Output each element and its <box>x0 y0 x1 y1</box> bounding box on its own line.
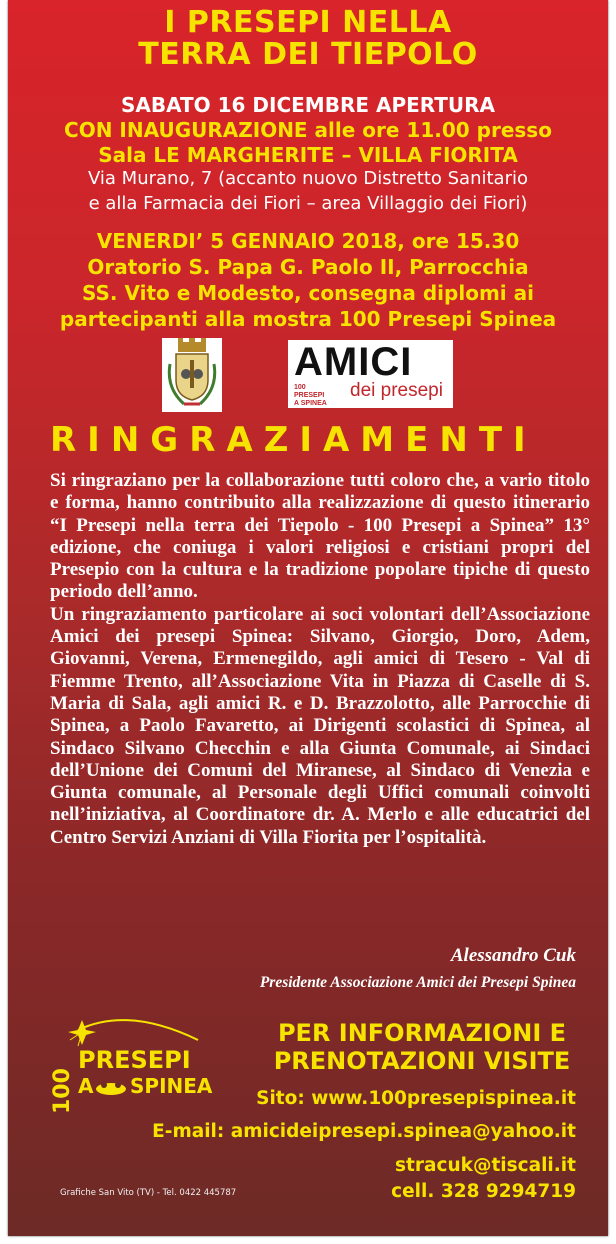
info-phone[interactable]: cell. 328 9294719 <box>391 1181 576 1202</box>
info-heading-2: PRENOTAZIONI VISITE <box>273 1047 571 1075</box>
municipal-crest-logo <box>162 338 222 412</box>
flyer <box>8 0 608 1236</box>
thanks-paragraph-2: Un ringraziamento particolare ai soci volontari dell’Associazione Amici dei presepi Spinea: Silvano, Giorgio, Doro, Adem, Giovanni, Verena, Ermenegildo, agli amici di Tesero - Val di Fiemme Trento, all’Associazione Vita in Piazza di Caselle di S. Maria di Sala, agli amici R. e D. Brazzolotto, alle Parrocchie di Spinea, a Paolo Favaretto, ai Dirigenti scolastici di Spinea, al Sindaco Silvano Checchin e alla Giunta Comunale, ai Sindaci dell’Unione dei Comuni del Miranese, al Sindaco di Venezia e Giunta comunale, al Personale degli Uffici comunali coinvolti nell’iniziativa, al Coordinatore dr. A. Merlo e alle educatrici del Centro Servizi Anziani di Villa Fiorita per l’ospitalità. <box>50 603 590 848</box>
brand-word-spinea: SPINEA <box>130 1074 213 1098</box>
closing-date: VENERDI’ 5 GENNAIO 2018, ore 15.30 <box>96 229 520 253</box>
amici-dei-presepi-logo <box>288 340 453 408</box>
opening-venue: Sala LE MARGHERITE – VILLA FIORITA <box>98 143 518 167</box>
amici-logo-mini <box>294 384 334 408</box>
crest-icon <box>162 338 222 412</box>
opening-inauguration: CON INAUGURAZIONE alle ore 11.00 presso <box>64 118 552 142</box>
opening-date: SABATO 16 DICEMBRE APERTURA <box>120 93 496 117</box>
brand-word-presepi: PRESEPI <box>78 1046 191 1074</box>
thanks-heading: RINGRAZIAMENTI <box>50 420 537 460</box>
closing-parish: SS. Vito e Modesto, consegna diplomi ai <box>82 281 534 305</box>
thanks-body <box>50 470 590 849</box>
signature-role: Presidente Associazione Amici dei Presepi Spinea <box>259 974 576 991</box>
title-line-2: TERRA DEI TIEPOLO <box>138 37 478 72</box>
info-email[interactable]: E-mail: amicideipresepi.spinea@yahoo.it <box>152 1121 576 1142</box>
info-heading-1: PER INFORMAZIONI E <box>277 1019 567 1047</box>
opening-address-2: e alla Farmacia dei Fiori – area Villaggio dei Fiori) <box>88 193 528 214</box>
info-website[interactable]: Sito: www.100presepispinea.it <box>256 1088 576 1109</box>
signature-name: Alessandro Cuk <box>450 945 576 966</box>
printer-credit: Grafiche San Vito (TV) - Tel. 0422 445787 <box>60 1188 237 1198</box>
info-email-2[interactable]: stracuk@tiscali.it <box>395 1155 576 1176</box>
opening-address-1: Via Murano, 7 (accanto nuovo Distretto Sanitario <box>88 168 528 189</box>
thanks-paragraph-1: Si ringraziano per la collaborazione tutti coloro che, a vario titolo e forma, hanno contribuito alla realizzazione di questo itinerario “I Presepi nella terra dei Tiepolo - 100 Presepi a Spinea” 13° edizione, che coniuga i valori religiosi e cristiani propri del Presepio con la cultura e la tradizione popolare tipiche di questo periodo dell’anno. <box>50 470 590 603</box>
presepi-spinea-brand <box>48 1010 228 1114</box>
amici-logo-word: AMICI <box>294 340 413 384</box>
nativity-icon <box>94 1078 128 1096</box>
title-line-1: I PRESEPI NELLA <box>164 5 452 40</box>
amici-logo-subtitle: dei presepi <box>350 380 443 401</box>
amici-mini-top: 100 PRESEPI <box>294 384 325 399</box>
brand-word-a: A <box>78 1074 94 1098</box>
amici-mini-bottom: A SPINEA <box>294 400 327 407</box>
closing-venue: Oratorio S. Papa G. Paolo II, Parrocchia <box>87 255 529 279</box>
brand-number: 100 <box>50 1068 75 1114</box>
closing-participants: partecipanti alla mostra 100 Presepi Spinea <box>59 307 557 331</box>
